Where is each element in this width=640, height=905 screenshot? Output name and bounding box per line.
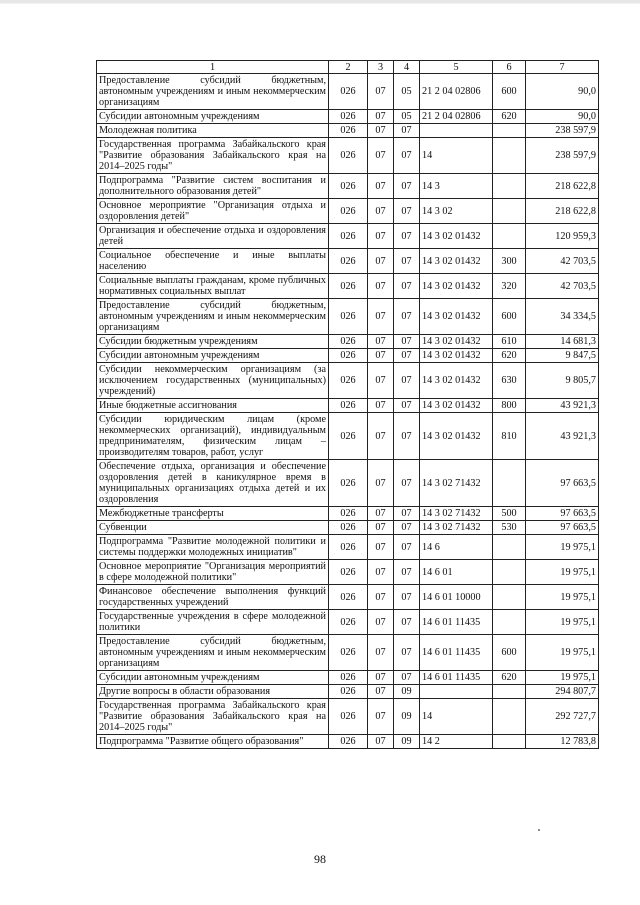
amount-cell: 218 622,8 xyxy=(526,199,599,224)
row-name-cell: Подпрограмма "Развитие общего образования" xyxy=(97,735,329,749)
section-cell: 07 xyxy=(368,635,394,671)
subsection-cell: 07 xyxy=(394,635,420,671)
subsection-cell: 05 xyxy=(394,110,420,124)
subsection-cell: 07 xyxy=(394,535,420,560)
target-article-cell: 14 3 02 01432 xyxy=(420,363,493,399)
section-cell: 07 xyxy=(368,299,394,335)
table-row xyxy=(97,560,599,585)
target-article-cell: 14 6 01 xyxy=(420,560,493,585)
expense-type-cell xyxy=(493,560,526,585)
admin-code-cell: 026 xyxy=(329,535,368,560)
table-row xyxy=(97,74,599,110)
amount-cell: 43 921,3 xyxy=(526,413,599,460)
row-name-cell: Субсидии автономным учреждениям xyxy=(97,110,329,124)
subsection-cell: 07 xyxy=(394,671,420,685)
target-article-cell: 14 3 02 71432 xyxy=(420,507,493,521)
admin-code-cell: 026 xyxy=(329,460,368,507)
amount-cell: 9 805,7 xyxy=(526,363,599,399)
amount-cell: 19 975,1 xyxy=(526,610,599,635)
amount-cell: 19 975,1 xyxy=(526,585,599,610)
expense-type-cell xyxy=(493,174,526,199)
row-name-cell: Межбюджетные трансферты xyxy=(97,507,329,521)
expense-type-cell: 620 xyxy=(493,110,526,124)
table-body xyxy=(97,74,599,749)
expense-type-cell: 530 xyxy=(493,521,526,535)
row-name-cell: Субсидии юридическим лицам (кроме некоммерческих организаций), индивидуальным предпринимателям, физическим лицам – производителям товаров, работ, услуг xyxy=(97,413,329,460)
amount-cell: 97 663,5 xyxy=(526,507,599,521)
amount-cell: 19 975,1 xyxy=(526,671,599,685)
section-cell: 07 xyxy=(368,174,394,199)
table-row xyxy=(97,521,599,535)
expense-type-cell xyxy=(493,224,526,249)
amount-cell: 90,0 xyxy=(526,74,599,110)
subsection-cell: 07 xyxy=(394,363,420,399)
section-cell: 07 xyxy=(368,110,394,124)
row-name-cell: Предоставление субсидий бюджетным, автономным учреждениям и иным некоммерческим организациям xyxy=(97,299,329,335)
section-cell: 07 xyxy=(368,507,394,521)
table-header-row xyxy=(97,61,599,74)
target-article-cell: 14 3 02 01432 xyxy=(420,274,493,299)
target-article-cell: 14 3 02 71432 xyxy=(420,521,493,535)
target-article-cell: 14 6 01 11435 xyxy=(420,610,493,635)
expense-type-cell xyxy=(493,138,526,174)
admin-code-cell: 026 xyxy=(329,610,368,635)
row-name-cell: Государственная программа Забайкальского края "Развитие образования Забайкальского края на 2014–2025 годы" xyxy=(97,138,329,174)
subsection-cell: 07 xyxy=(394,199,420,224)
row-name-cell: Подпрограмма "Развитие систем воспитания и дополнительного образования детей" xyxy=(97,174,329,199)
subsection-cell: 07 xyxy=(394,460,420,507)
row-name-cell: Субсидии автономным учреждениям xyxy=(97,349,329,363)
expense-type-cell: 500 xyxy=(493,507,526,521)
admin-code-cell: 026 xyxy=(329,413,368,460)
target-article-cell: 14 3 02 01432 xyxy=(420,335,493,349)
subsection-cell: 07 xyxy=(394,413,420,460)
subsection-cell: 09 xyxy=(394,699,420,735)
section-cell: 07 xyxy=(368,535,394,560)
target-article-cell: 21 2 04 02806 xyxy=(420,74,493,110)
row-name-cell: Предоставление субсидий бюджетным, автономным учреждениям и иным некоммерческим организациям xyxy=(97,74,329,110)
table-row xyxy=(97,413,599,460)
table-row xyxy=(97,507,599,521)
table-row xyxy=(97,224,599,249)
row-name-cell: Организация и обеспечение отдыха и оздоровления детей xyxy=(97,224,329,249)
amount-cell: 42 703,5 xyxy=(526,274,599,299)
amount-cell: 19 975,1 xyxy=(526,560,599,585)
section-cell: 07 xyxy=(368,249,394,274)
amount-cell: 43 921,3 xyxy=(526,399,599,413)
target-article-cell: 14 3 02 71432 xyxy=(420,460,493,507)
table-row xyxy=(97,299,599,335)
section-cell: 07 xyxy=(368,521,394,535)
section-cell: 07 xyxy=(368,610,394,635)
expense-type-cell: 600 xyxy=(493,74,526,110)
expense-type-cell xyxy=(493,735,526,749)
admin-code-cell: 026 xyxy=(329,399,368,413)
row-name-cell: Субсидии некоммерческим организациям (за исключением государственных (муниципальных) учреждений) xyxy=(97,363,329,399)
target-article-cell: 14 3 02 01432 xyxy=(420,349,493,363)
page-number: 98 xyxy=(314,852,326,866)
admin-code-cell: 026 xyxy=(329,349,368,363)
amount-cell: 238 597,9 xyxy=(526,124,599,138)
amount-cell: 34 334,5 xyxy=(526,299,599,335)
expense-type-cell: 610 xyxy=(493,335,526,349)
section-cell: 07 xyxy=(368,363,394,399)
row-name-cell: Другие вопросы в области образования xyxy=(97,685,329,699)
target-article-cell: 14 3 02 01432 xyxy=(420,399,493,413)
amount-cell: 292 727,7 xyxy=(526,699,599,735)
amount-cell: 9 847,5 xyxy=(526,349,599,363)
admin-code-cell: 026 xyxy=(329,735,368,749)
expense-type-cell: 600 xyxy=(493,635,526,671)
target-article-cell: 14 3 xyxy=(420,174,493,199)
section-cell: 07 xyxy=(368,335,394,349)
subsection-cell: 07 xyxy=(394,174,420,199)
subsection-cell: 07 xyxy=(394,274,420,299)
table-row xyxy=(97,274,599,299)
budget-table xyxy=(96,60,599,749)
admin-code-cell: 026 xyxy=(329,174,368,199)
expense-type-cell xyxy=(493,199,526,224)
admin-code-cell: 026 xyxy=(329,521,368,535)
admin-code-cell: 026 xyxy=(329,507,368,521)
row-name-cell: Основное мероприятие "Организация отдыха и оздоровления детей" xyxy=(97,199,329,224)
admin-code-cell: 026 xyxy=(329,199,368,224)
header-cell: 3 xyxy=(368,61,394,74)
table-row xyxy=(97,110,599,124)
admin-code-cell: 026 xyxy=(329,363,368,399)
subsection-cell: 07 xyxy=(394,335,420,349)
table-row xyxy=(97,635,599,671)
row-name-cell: Молодежная политика xyxy=(97,124,329,138)
row-name-cell: Иные бюджетные ассигнования xyxy=(97,399,329,413)
admin-code-cell: 026 xyxy=(329,249,368,274)
admin-code-cell: 026 xyxy=(329,138,368,174)
target-article-cell: 14 2 xyxy=(420,735,493,749)
section-cell: 07 xyxy=(368,671,394,685)
expense-type-cell xyxy=(493,585,526,610)
subsection-cell: 05 xyxy=(394,74,420,110)
section-cell: 07 xyxy=(368,138,394,174)
row-name-cell: Государственные учреждения в сфере молодежной политики xyxy=(97,610,329,635)
admin-code-cell: 026 xyxy=(329,685,368,699)
row-name-cell: Социальные выплаты гражданам, кроме публичных нормативных социальных выплат xyxy=(97,274,329,299)
section-cell: 07 xyxy=(368,274,394,299)
amount-cell: 120 959,3 xyxy=(526,224,599,249)
admin-code-cell: 026 xyxy=(329,635,368,671)
subsection-cell: 07 xyxy=(394,124,420,138)
admin-code-cell: 026 xyxy=(329,224,368,249)
target-article-cell: 14 6 xyxy=(420,535,493,560)
table-row xyxy=(97,535,599,560)
expense-type-cell xyxy=(493,610,526,635)
section-cell: 07 xyxy=(368,349,394,363)
target-article-cell: 14 3 02 01432 xyxy=(420,224,493,249)
amount-cell: 97 663,5 xyxy=(526,460,599,507)
amount-cell: 14 681,3 xyxy=(526,335,599,349)
row-name-cell: Обеспечение отдыха, организация и обеспечение оздоровления детей в каникулярное время в муниципальных организациях отдыха детей и их оздоровления xyxy=(97,460,329,507)
subsection-cell: 09 xyxy=(394,735,420,749)
section-cell: 07 xyxy=(368,399,394,413)
expense-type-cell: 800 xyxy=(493,399,526,413)
expense-type-cell xyxy=(493,699,526,735)
amount-cell: 42 703,5 xyxy=(526,249,599,274)
expense-type-cell xyxy=(493,685,526,699)
subsection-cell: 07 xyxy=(394,560,420,585)
amount-cell: 97 663,5 xyxy=(526,521,599,535)
table-row xyxy=(97,685,599,699)
target-article-cell: 14 6 01 11435 xyxy=(420,671,493,685)
row-name-cell: Субсидии бюджетным учреждениям xyxy=(97,335,329,349)
table-row xyxy=(97,671,599,685)
header-cell: 2 xyxy=(329,61,368,74)
section-cell: 07 xyxy=(368,413,394,460)
admin-code-cell: 026 xyxy=(329,110,368,124)
section-cell: 07 xyxy=(368,585,394,610)
amount-cell: 90,0 xyxy=(526,110,599,124)
subsection-cell: 07 xyxy=(394,249,420,274)
amount-cell: 12 783,8 xyxy=(526,735,599,749)
section-cell: 07 xyxy=(368,460,394,507)
target-article-cell: 14 6 01 10000 xyxy=(420,585,493,610)
subsection-cell: 07 xyxy=(394,507,420,521)
target-article-cell: 14 xyxy=(420,138,493,174)
table-row xyxy=(97,699,599,735)
amount-cell: 218 622,8 xyxy=(526,174,599,199)
subsection-cell: 07 xyxy=(394,299,420,335)
expense-type-cell xyxy=(493,460,526,507)
subsection-cell: 07 xyxy=(394,521,420,535)
table-row xyxy=(97,349,599,363)
expense-type-cell xyxy=(493,124,526,138)
table-row xyxy=(97,249,599,274)
target-article-cell xyxy=(420,685,493,699)
target-article-cell: 14 3 02 01432 xyxy=(420,413,493,460)
table-row xyxy=(97,460,599,507)
header-cell: 1 xyxy=(97,61,329,74)
table-row xyxy=(97,199,599,224)
subsection-cell: 07 xyxy=(394,349,420,363)
row-name-cell: Субсидии автономным учреждениям xyxy=(97,671,329,685)
row-name-cell: Субвенции xyxy=(97,521,329,535)
table-row xyxy=(97,610,599,635)
amount-cell: 19 975,1 xyxy=(526,535,599,560)
amount-cell: 294 807,7 xyxy=(526,685,599,699)
admin-code-cell: 026 xyxy=(329,299,368,335)
admin-code-cell: 026 xyxy=(329,274,368,299)
admin-code-cell: 026 xyxy=(329,699,368,735)
header-cell: 5 xyxy=(420,61,493,74)
section-cell: 07 xyxy=(368,199,394,224)
expense-type-cell: 620 xyxy=(493,671,526,685)
row-name-cell: Государственная программа Забайкальского края "Развитие образования Забайкальского края на 2014–2025 годы" xyxy=(97,699,329,735)
table-row xyxy=(97,335,599,349)
row-name-cell: Предоставление субсидий бюджетным, автономным учреждениям и иным некоммерческим организациям xyxy=(97,635,329,671)
row-name-cell: Подпрограмма "Развитие молодежной политики и системы поддержки молодежных инициатив" xyxy=(97,535,329,560)
subsection-cell: 07 xyxy=(394,585,420,610)
subsection-cell: 07 xyxy=(394,610,420,635)
scan-speck xyxy=(538,829,540,831)
table-row xyxy=(97,399,599,413)
table-row xyxy=(97,138,599,174)
expense-type-cell: 620 xyxy=(493,349,526,363)
admin-code-cell: 026 xyxy=(329,560,368,585)
table-row xyxy=(97,585,599,610)
row-name-cell: Основное мероприятие "Организация мероприятий в сфере молодежной политики" xyxy=(97,560,329,585)
section-cell: 07 xyxy=(368,735,394,749)
section-cell: 07 xyxy=(368,560,394,585)
expense-type-cell xyxy=(493,535,526,560)
table-row xyxy=(97,174,599,199)
subsection-cell: 09 xyxy=(394,685,420,699)
expense-type-cell: 810 xyxy=(493,413,526,460)
section-cell: 07 xyxy=(368,685,394,699)
expense-type-cell: 320 xyxy=(493,274,526,299)
header-cell: 4 xyxy=(394,61,420,74)
amount-cell: 19 975,1 xyxy=(526,635,599,671)
row-name-cell: Финансовое обеспечение выполнения функций государственных учреждений xyxy=(97,585,329,610)
section-cell: 07 xyxy=(368,699,394,735)
expense-type-cell: 600 xyxy=(493,299,526,335)
expense-type-cell: 630 xyxy=(493,363,526,399)
admin-code-cell: 026 xyxy=(329,74,368,110)
admin-code-cell: 026 xyxy=(329,585,368,610)
target-article-cell xyxy=(420,124,493,138)
subsection-cell: 07 xyxy=(394,138,420,174)
admin-code-cell: 026 xyxy=(329,335,368,349)
subsection-cell: 07 xyxy=(394,399,420,413)
target-article-cell: 14 6 01 11435 xyxy=(420,635,493,671)
section-cell: 07 xyxy=(368,74,394,110)
header-cell: 7 xyxy=(526,61,599,74)
admin-code-cell: 026 xyxy=(329,671,368,685)
subsection-cell: 07 xyxy=(394,224,420,249)
target-article-cell: 14 xyxy=(420,699,493,735)
table-row xyxy=(97,124,599,138)
section-cell: 07 xyxy=(368,124,394,138)
admin-code-cell: 026 xyxy=(329,124,368,138)
amount-cell: 238 597,9 xyxy=(526,138,599,174)
target-article-cell: 14 3 02 xyxy=(420,199,493,224)
section-cell: 07 xyxy=(368,224,394,249)
table-row xyxy=(97,735,599,749)
page-top-edge-shadow xyxy=(0,3,640,4)
table-row xyxy=(97,363,599,399)
header-cell: 6 xyxy=(493,61,526,74)
expense-type-cell: 300 xyxy=(493,249,526,274)
row-name-cell: Социальное обеспечение и иные выплаты населению xyxy=(97,249,329,274)
target-article-cell: 14 3 02 01432 xyxy=(420,249,493,274)
target-article-cell: 14 3 02 01432 xyxy=(420,299,493,335)
target-article-cell: 21 2 04 02806 xyxy=(420,110,493,124)
